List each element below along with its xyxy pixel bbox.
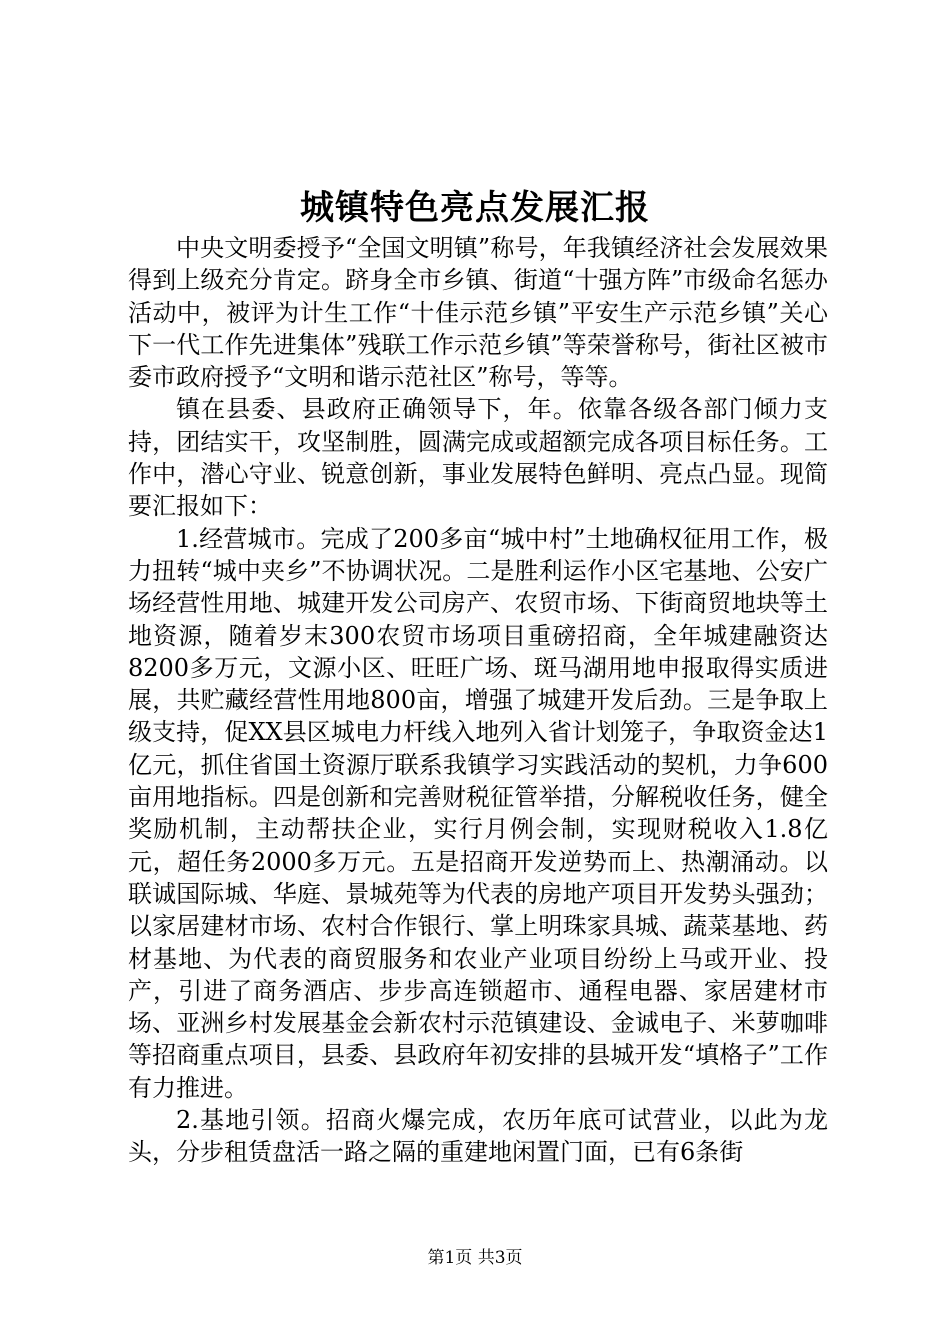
paragraph-base-leading: 2.基地引领。招商火爆完成，农历年底可试营业，以此为龙头，分步租赁盘活一路之隔的重建地闲置门面，已有6条街: [128, 1106, 828, 1167]
paragraph-city-operation: 1.经营城市。完成了200多亩“城中村”土地确权征用工作，极力扭转“城中夹乡”不协调状况。二是胜利运作小区宅基地、公安广场经营性用地、城建开发公司房产、农贸市场、下街商贸地块等土地资源，随着岁末300农贸市场项目重磅招商，全年城建融资达8200多万元，文源小区、旺旺广场、斑马湖用地申报取得实质进展，共贮藏经营性用地800亩，增强了城建开发后劲。三是争取上级支持，促XX县区城电力杆线入地列入省计划笼子，争取资金达1亿元，抓住省国土资源厅联系我镇学习实践活动的契机，力争600亩用地指标。四是创新和完善财税征管举措，分解税收任务，健全奖励机制，主动帮扶企业，实行月例会制，实现财税收入1.8亿元，超任务2000多万元。五是招商开发逆势而上、热潮涌动。以联诚国际城、华庭、景城苑等为代表的房地产项目开发势头强劲；以家居建材市场、农村合作银行、掌上明珠家具城、蔬菜基地、药材基地、为代表的商贸服务和农业产业项目纷纷上马或开业、投产，引进了商务酒店、步步高连锁超市、通程电器、家居建材市场、亚洲乡村发展基金会新农村示范镇建设、金诚电子、米萝咖啡等招商重点项目，县委、县政府年初安排的县城开发“填格子”工作有力推进。: [128, 524, 828, 1102]
document-body: [128, 232, 828, 1169]
page-number-footer: 第1页 共3页: [427, 1248, 523, 1268]
paragraph-intro: 中央文明委授予“全国文明镇”称号，年我镇经济社会发展效果得到上级充分肯定。跻身全市乡镇、街道“十强方阵”市级命名惩办活动中，被评为计生工作“十佳示范乡镇”平安生产示范乡镇”关心下一代工作先进集体”残联工作示范乡镇”等荣誉称号，街社区被市委市政府授予“文明和谐示范社区”称号，等等。: [128, 234, 828, 392]
paragraph-overview: 镇在县委、县政府正确领导下，年。依靠各级各部门倾力支持，团结实干，攻坚制胜，圆满完成或超额完成各项目标任务。工作中，潜心守业、锐意创新，事业发展特色鲜明、亮点凸显。现简要汇报如下：: [128, 395, 828, 521]
document-title: 城镇特色亮点发展汇报: [300, 188, 650, 228]
